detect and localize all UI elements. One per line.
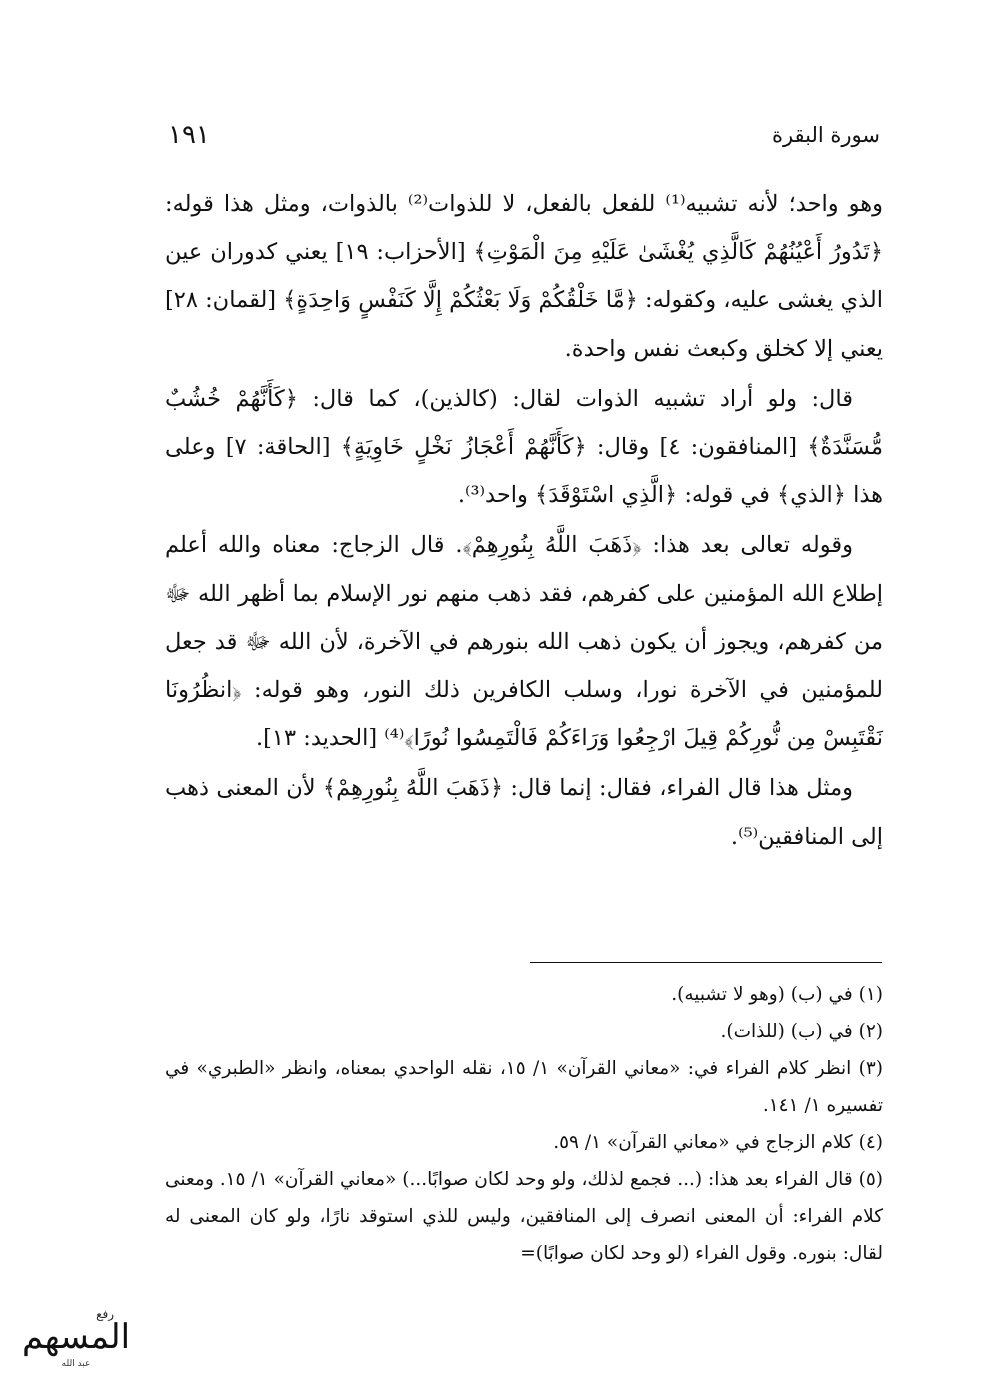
surah-title: سورة البقرة — [771, 123, 880, 147]
page-header — [168, 118, 880, 152]
stamp-line-2: المسهم — [21, 1317, 131, 1357]
stamp-line-3: عبد الله — [61, 1359, 91, 1369]
paragraph-2: قال: ولو أراد تشبيه الذوات لقال: (كالذين)، كما قال: ﴿كَأَنَّهُمْ خُشُبٌ مُّسَنَّدَةٌ﴾ [المنافقون: ٤] وقال: ﴿كَأَنَّهُمْ أَعْجَازُ نَخْلٍ خَاوِيَةٍ﴾ [الحاقة: ٧] وعلى هذا ﴿الذي﴾ في قوله: ﴿الَّذِي اسْتَوْقَدَ﴾ واحد⁽³⁾. — [165, 385, 884, 509]
footnote-2: (٢) في (ب) (للذات). — [720, 1021, 883, 1042]
footnote-3: (٣) انظر كلام الفراء في: «معاني القرآن» ١/ ١٥، نقله الواحدي بمعناه، وانظر «الطبري» في تفسيره ١/ ١٤١. — [165, 1058, 883, 1116]
paragraph-4: ومثل هذا قال الفراء، فقال: إنما قال: ﴿ذَهَبَ اللَّهُ بِنُورِهِمْ﴾ لأن المعنى ذهب إلى المنافقين⁽⁵⁾. — [165, 775, 883, 850]
footnote-5: (٥) قال الفراء بعد هذا: (... فجمع لذلك، ولو وحد لكان صوابًا...) «معاني القرآن» ١/ ١٥. ومعنى كلام الفراء: أن المعنى انصرف إلى المنافقين، وليس للذي استوقد نارًا، ولو كان المعنى له لقال: بنوره. وقول الفراء (لو وحد لكان صوابًا)= — [165, 1169, 883, 1264]
footnote-4: (٤) كلام الزجاج في «معاني القرآن» ١/ ٥٩. — [553, 1132, 883, 1153]
footnotes — [165, 976, 883, 1272]
footnote-divider — [530, 962, 882, 963]
page-number: ١٩١ — [168, 120, 210, 150]
stamp-line-1: رفع — [96, 1307, 114, 1321]
footnote-1: (١) في (ب) (وهو لا تشبيه). — [671, 984, 883, 1005]
main-text — [165, 180, 883, 861]
paragraph-1: وهو واحد؛ لأنه تشبيه⁽¹⁾ للفعل بالفعل، لا للذوات⁽²⁾ بالذوات، ومثل هذا قوله: ﴿تَدُورُ أَعْيُنُهُمْ كَالَّذِي يُغْشَىٰ عَلَيْهِ مِنَ الْمَوْتِ﴾ [الأحزاب: ١٩] يعني كدوران عين الذي يغشى عليه، وكقوله: ﴿مَّا خَلْقُكُمْ وَلَا بَعْثُكُمْ إِلَّا كَنَفْسٍ وَاحِدَةٍ﴾ [لقمان: ٢٨] يعني إلا كخلق وكبعث نفس واحدة. — [165, 191, 884, 362]
stamp-graphic — [6, 1300, 156, 1372]
paragraph-3: وقوله تعالى بعد هذا: ﴿ذَهَبَ اللَّهُ بِنُورِهِمْ﴾. قال الزجاج: معناه والله أعلم إطلاع الله المؤمنين على كفرهم، فقد ذهب منهم نور الإسلام بما أظهر الله ﷻ من كفرهم، ويجوز أن يكون ذهب الله بنورهم في الآخرة، لأن الله ﷻ قد جعل للمؤمنين في الآخرة نورا، وسلب الكافرين ذلك النور، وهو قوله: ﴿انظُرُونَا نَقْتَبِسْ مِن نُّورِكُمْ قِيلَ ارْجِعُوا وَرَاءَكُمْ فَالْتَمِسُوا نُورًا﴾⁽⁴⁾ [الحديد: ١٣]. — [165, 532, 883, 752]
publisher-stamp-logo — [6, 1300, 156, 1372]
